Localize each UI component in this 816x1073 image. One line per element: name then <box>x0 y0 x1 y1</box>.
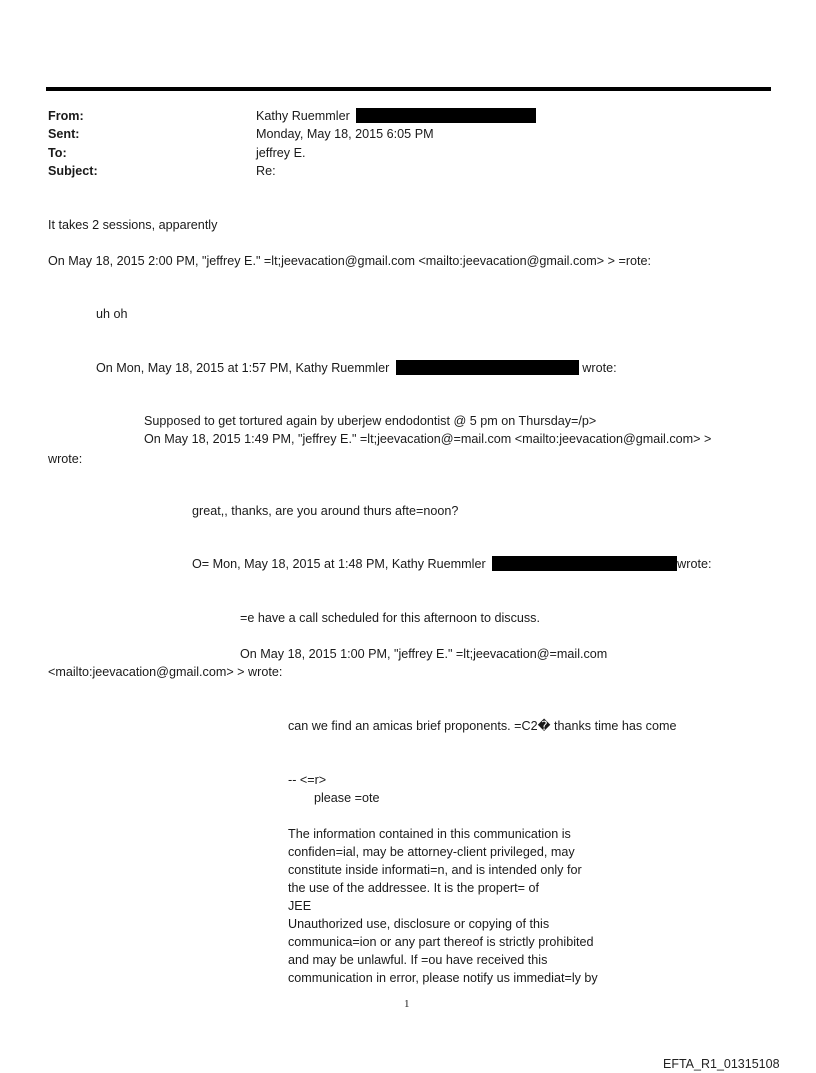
quote-text: =e have a call scheduled for this afternoon to discuss. <box>240 611 540 625</box>
sent-label: Sent: <box>48 127 80 141</box>
quote-text: can we find an amicas brief proponents. =C2� thanks time has come <box>288 719 677 733</box>
quote-header-text: On Mon, May 18, 2015 at 1:57 PM, Kathy Ruemmler <box>96 361 390 375</box>
redaction-bar <box>492 556 677 571</box>
quote-header <box>96 360 617 377</box>
signature-note: please =ote <box>314 791 380 805</box>
document-id: EFTA_R1_01315108 <box>663 1057 780 1071</box>
disclaimer-line: The information contained in this communication is <box>288 827 571 841</box>
disclaimer-line: and may be unlawful. If =ou have received this <box>288 953 548 967</box>
page-number: 1 <box>404 998 410 1010</box>
quote-header: On May 18, 2015 1:49 PM, "jeffrey E." =lt;jeevacation@=mail.com <mailto:jeevacation@gmail.com> > <box>144 432 712 446</box>
quote-header-wrote: wrote: <box>582 361 617 375</box>
redaction-bar <box>356 108 536 123</box>
from-label: From: <box>48 109 84 123</box>
to-value: jeffrey E. <box>256 146 306 160</box>
quote-text: Supposed to get tortured again by uberjew endodontist @ 5 pm on Thursday=/p> <box>144 414 597 428</box>
sent-value: Monday, May 18, 2015 6:05 PM <box>256 127 434 141</box>
quote-header-wrap: <mailto:jeevacation@gmail.com> > wrote: <box>48 665 283 679</box>
redaction-bar <box>396 360 579 375</box>
disclaimer-line: Unauthorized use, disclosure or copying of this <box>288 917 550 931</box>
from-value <box>256 108 536 125</box>
from-name: Kathy Ruemmler <box>256 109 350 123</box>
disclaimer-line: JEE <box>288 899 312 913</box>
quote-text: great,, thanks, are you around thurs afte=noon? <box>192 504 459 518</box>
to-label: To: <box>48 146 67 160</box>
signature-separator: -- <=r> <box>288 773 327 787</box>
quote-header-text: O= Mon, May 18, 2015 at 1:48 PM, Kathy Ruemmler <box>192 557 486 571</box>
quote-header: On May 18, 2015 1:00 PM, "jeffrey E." =lt;jeevacation@=mail.com <box>240 647 608 661</box>
body-line: It takes 2 sessions, apparently <box>48 218 218 232</box>
quote-header: On May 18, 2015 2:00 PM, "jeffrey E." =lt;jeevacation@gmail.com <mailto:jeevacation@gmail.com> > =rote: <box>48 254 652 268</box>
disclaimer-line: the use of the addressee. It is the propert= of <box>288 881 539 895</box>
quote-header-wrap: wrote: <box>48 452 83 466</box>
quote-header <box>192 556 711 573</box>
subject-label: Subject: <box>48 164 98 178</box>
quote-text: uh oh <box>96 307 128 321</box>
disclaimer <box>288 825 598 987</box>
disclaimer-line: confiden=ial, may be attorney-client privileged, may <box>288 845 575 859</box>
disclaimer-line: communication in error, please notify us immediat=ly by <box>288 971 598 985</box>
subject-value: Re: <box>256 164 276 178</box>
disclaimer-line: communica=ion or any part thereof is strictly prohibited <box>288 935 594 949</box>
header-rule <box>46 87 771 91</box>
disclaimer-line: constitute inside informati=n, and is intended only for <box>288 863 582 877</box>
quote-header-wrote: wrote: <box>677 557 712 571</box>
